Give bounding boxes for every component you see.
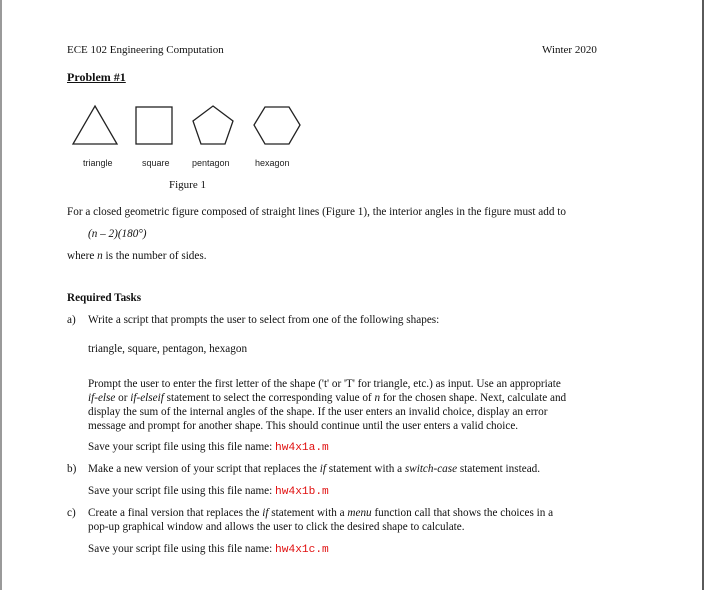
triangle-icon	[70, 102, 120, 148]
page-left-border	[0, 0, 2, 590]
task-b-text: Make a new version of your script that replaces the if statement with a switch-case statement instead.	[88, 463, 541, 475]
task-a-save-line: Save your script file using this file name: hw4x1a.m	[88, 441, 329, 454]
intro-where: where n is the number of sides.	[67, 250, 207, 262]
task-c-line2: pop-up graphical window and allows the user to click the desired shape to calculate.	[88, 521, 465, 533]
task-a-para-line1: Prompt the user to enter the first letter of the shape ('t' or 'T' for triangle, etc.) as input. Use an appropriate	[88, 378, 561, 390]
task-c-line1: Create a final version that replaces the if statement with a menu function call that shows the choices in a	[88, 507, 554, 519]
task-b-filename: hw4x1b.m	[275, 486, 329, 498]
task-a-shape-list: triangle, square, pentagon, hexagon	[88, 343, 248, 355]
task-a-filename: hw4x1a.m	[275, 442, 329, 454]
shape-label-triangle: triangle	[83, 158, 113, 168]
figure-caption: Figure 1	[169, 179, 206, 191]
task-c-marker: c)	[67, 507, 76, 519]
task-a-para-line4: message and prompt for another shape. This should continue until the user enters a valid choice.	[88, 420, 519, 432]
interior-angle-formula	[88, 228, 147, 240]
course-title: ECE 102 Engineering Computation	[67, 44, 224, 56]
task-b-save-line: Save your script file using this file name: hw4x1b.m	[88, 485, 329, 498]
intro-sentence: For a closed geometric figure composed of straight lines (Figure 1), the interior angles in the figure must add to	[67, 206, 566, 218]
task-c-filename: hw4x1c.m	[275, 544, 329, 556]
pentagon-icon	[188, 102, 238, 148]
shape-label-hexagon: hexagon	[255, 158, 290, 168]
task-b-marker: b)	[67, 463, 77, 475]
tasks-heading: Required Tasks	[67, 292, 142, 304]
shape-label-square: square	[142, 158, 170, 168]
problem-title: Problem #1	[67, 70, 126, 84]
task-a-intro: Write a script that prompts the user to select from one of the following shapes:	[88, 314, 440, 326]
shape-label-pentagon: pentagon	[192, 158, 230, 168]
hexagon-icon	[250, 102, 304, 148]
task-a-marker: a)	[67, 314, 76, 326]
task-c-save-line: Save your script file using this file name: hw4x1c.m	[88, 543, 329, 556]
formula-text: (n – 2)(180°)	[88, 228, 147, 240]
term-label: Winter 2020	[542, 44, 597, 56]
square-icon	[130, 102, 176, 148]
task-a-para-line3: display the sum of the internal angles of the shape. If the user enters an invalid choice, display an error	[88, 406, 548, 418]
task-a-para-line2: if-else or if-elseif statement to select the corresponding value of n for the chosen shape. Next, calculate and	[88, 392, 567, 404]
